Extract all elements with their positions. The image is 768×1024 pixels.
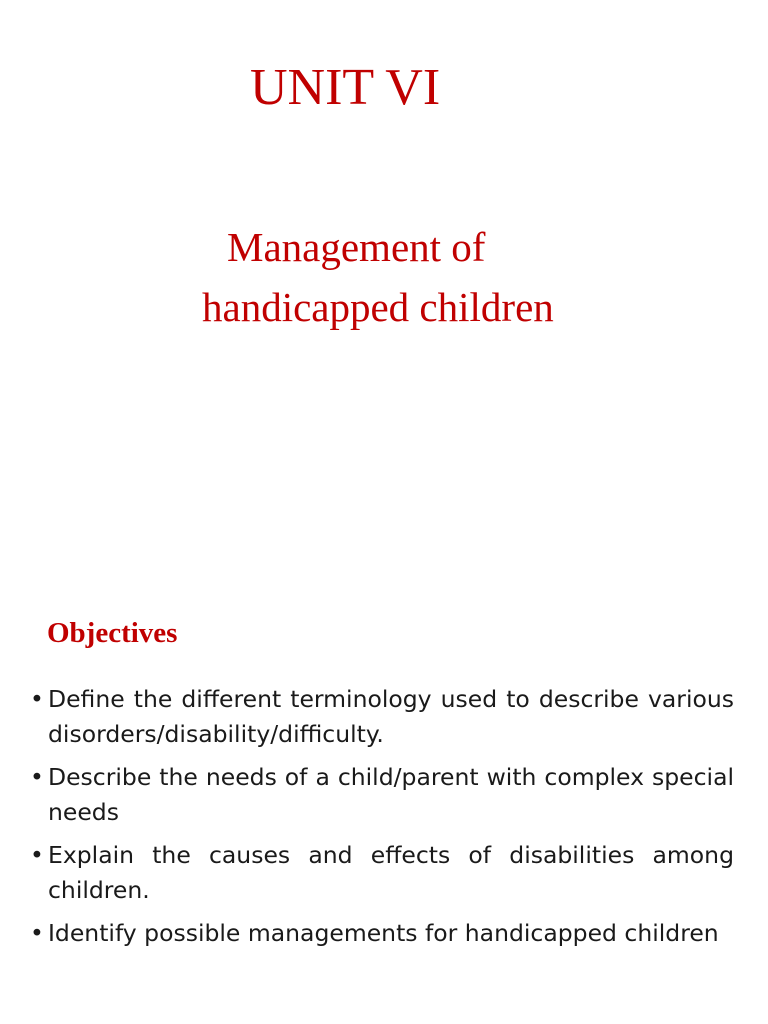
bullet-icon: • (30, 763, 44, 791)
unit-title: UNIT VI (250, 59, 441, 116)
objective-text: Describe the needs of a child/parent with complex special needs (48, 763, 734, 826)
bullet-icon: • (30, 919, 44, 947)
objectives-heading: Objectives (47, 617, 178, 649)
objective-item-managements (30, 916, 734, 951)
subtitle-line-2: handicapped children (202, 284, 554, 330)
objective-text: Explain the causes and effects of disabilities among children. (48, 841, 734, 904)
subtitle-line-1: Management of (227, 224, 486, 270)
objectives-list (30, 682, 734, 959)
objective-item-causes (30, 838, 734, 908)
bullet-icon: • (30, 841, 44, 869)
objective-text: Identify possible managements for handicapped children (48, 919, 719, 947)
objective-item-terminology (30, 682, 734, 752)
bullet-icon: • (30, 685, 44, 713)
objective-item-needs (30, 760, 734, 830)
objective-text: Define the different terminology used to describe various disorders/disability/difficulty. (48, 685, 734, 748)
